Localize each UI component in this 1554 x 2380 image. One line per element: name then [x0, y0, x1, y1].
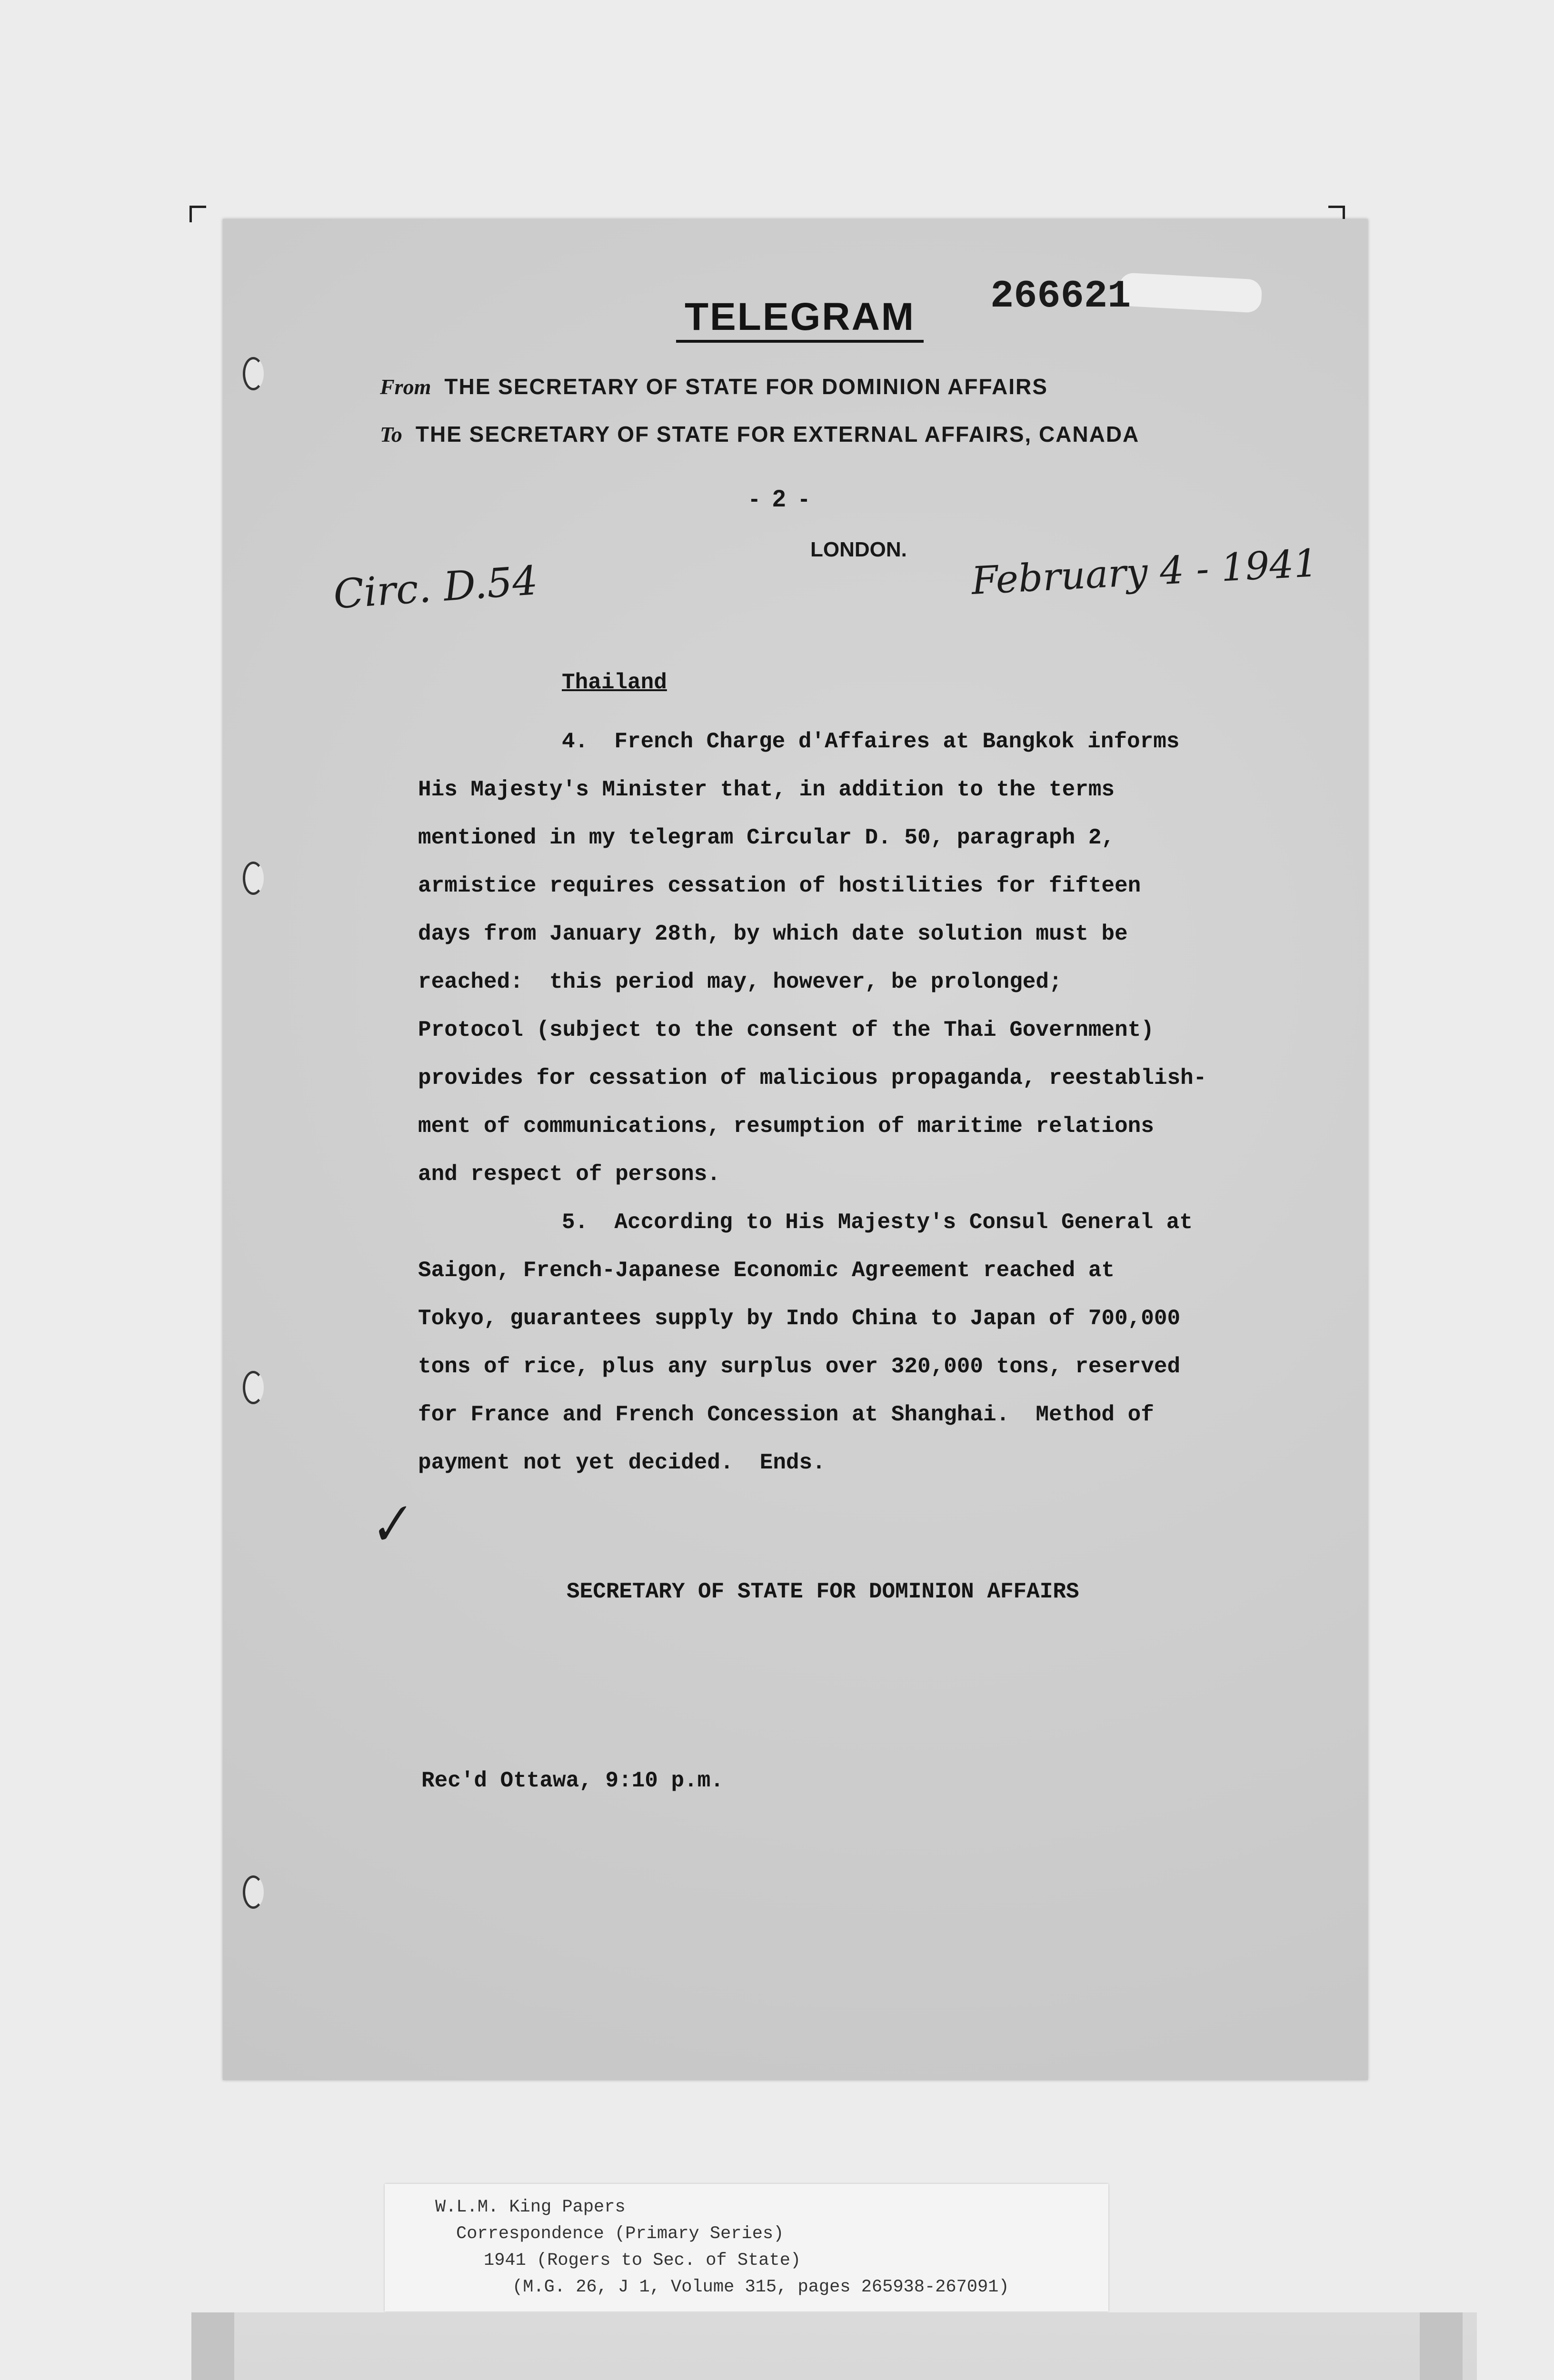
body-line: ment of communications, resumption of maritime relations: [418, 1114, 1154, 1139]
body-line: 4. French Charge d'Affaires at Bangkok informs: [562, 729, 1180, 754]
body-line: Saigon, French-Japanese Economic Agreement reached at: [418, 1258, 1115, 1283]
body-line: for France and French Concession at Shanghai. Method of: [418, 1402, 1154, 1427]
place-label: LONDON.: [810, 538, 907, 561]
telegram-title: TELEGRAM: [676, 294, 924, 343]
body-line: provides for cessation of malicious propaganda, reestablish-: [418, 1066, 1207, 1091]
label-line: (M.G. 26, J 1, Volume 315, pages 265938-267091): [512, 2277, 1009, 2297]
crop-mark-top-left: [189, 206, 206, 222]
from-prefix: From: [380, 375, 431, 399]
page-number: - 2 -: [750, 485, 812, 512]
received-note: Rec'd Ottawa, 9:10 p.m.: [421, 1768, 724, 1793]
label-line: Correspondence (Primary Series): [456, 2224, 784, 2244]
body-line: His Majesty's Minister that, in addition to the terms: [418, 777, 1115, 802]
punch-hole: [243, 1875, 264, 1909]
handwritten-check-icon: ✓: [360, 1490, 417, 1560]
document-number: 266621: [990, 274, 1131, 318]
body-line: tons of rice, plus any surplus over 320,000 tons, reserved: [418, 1354, 1181, 1379]
body-line: payment not yet decided. Ends.: [418, 1450, 826, 1475]
body-line: 5. According to His Majesty's Consul General at: [562, 1210, 1193, 1235]
banner-fold: [1420, 2312, 1463, 2380]
body-line: and respect of persons.: [418, 1162, 720, 1187]
archives-banner: [191, 2312, 1477, 2380]
from-line: [380, 374, 1048, 399]
punch-hole: [243, 357, 264, 390]
to-line: [380, 421, 1139, 447]
punch-hole: [243, 862, 264, 895]
archive-label: [385, 2184, 1108, 2311]
to-prefix: To: [380, 422, 402, 446]
body-line: reached: this period may, however, be prolonged;: [418, 970, 1062, 994]
body-line: Tokyo, guarantees supply by Indo China to Japan of 700,000: [418, 1306, 1181, 1331]
banner-fold: [191, 2312, 234, 2380]
telegram-body: [418, 718, 1294, 1487]
body-line: days from January 28th, by which date solution must be: [418, 922, 1128, 946]
label-line: W.L.M. King Papers: [435, 2197, 626, 2217]
to-value: THE SECRETARY OF STATE FOR EXTERNAL AFFAIRS, CANADA: [415, 422, 1140, 446]
signoff: SECRETARY OF STATE FOR DOMINION AFFAIRS: [567, 1579, 1079, 1604]
punch-hole: [243, 1371, 264, 1404]
from-value: THE SECRETARY OF STATE FOR DOMINION AFFAIRS: [444, 374, 1048, 399]
body-line: mentioned in my telegram Circular D. 50, paragraph 2,: [418, 825, 1115, 850]
handwritten-circular-ref: Circ. D.54: [332, 557, 539, 618]
body-line: armistice requires cessation of hostilities for fifteen: [418, 873, 1141, 898]
label-line: 1941 (Rogers to Sec. of State): [484, 2251, 801, 2271]
body-line: Protocol (subject to the consent of the Thai Government): [418, 1018, 1154, 1042]
section-heading: Thailand: [562, 670, 667, 695]
handwritten-date: February 4 - 1941: [970, 541, 1319, 603]
